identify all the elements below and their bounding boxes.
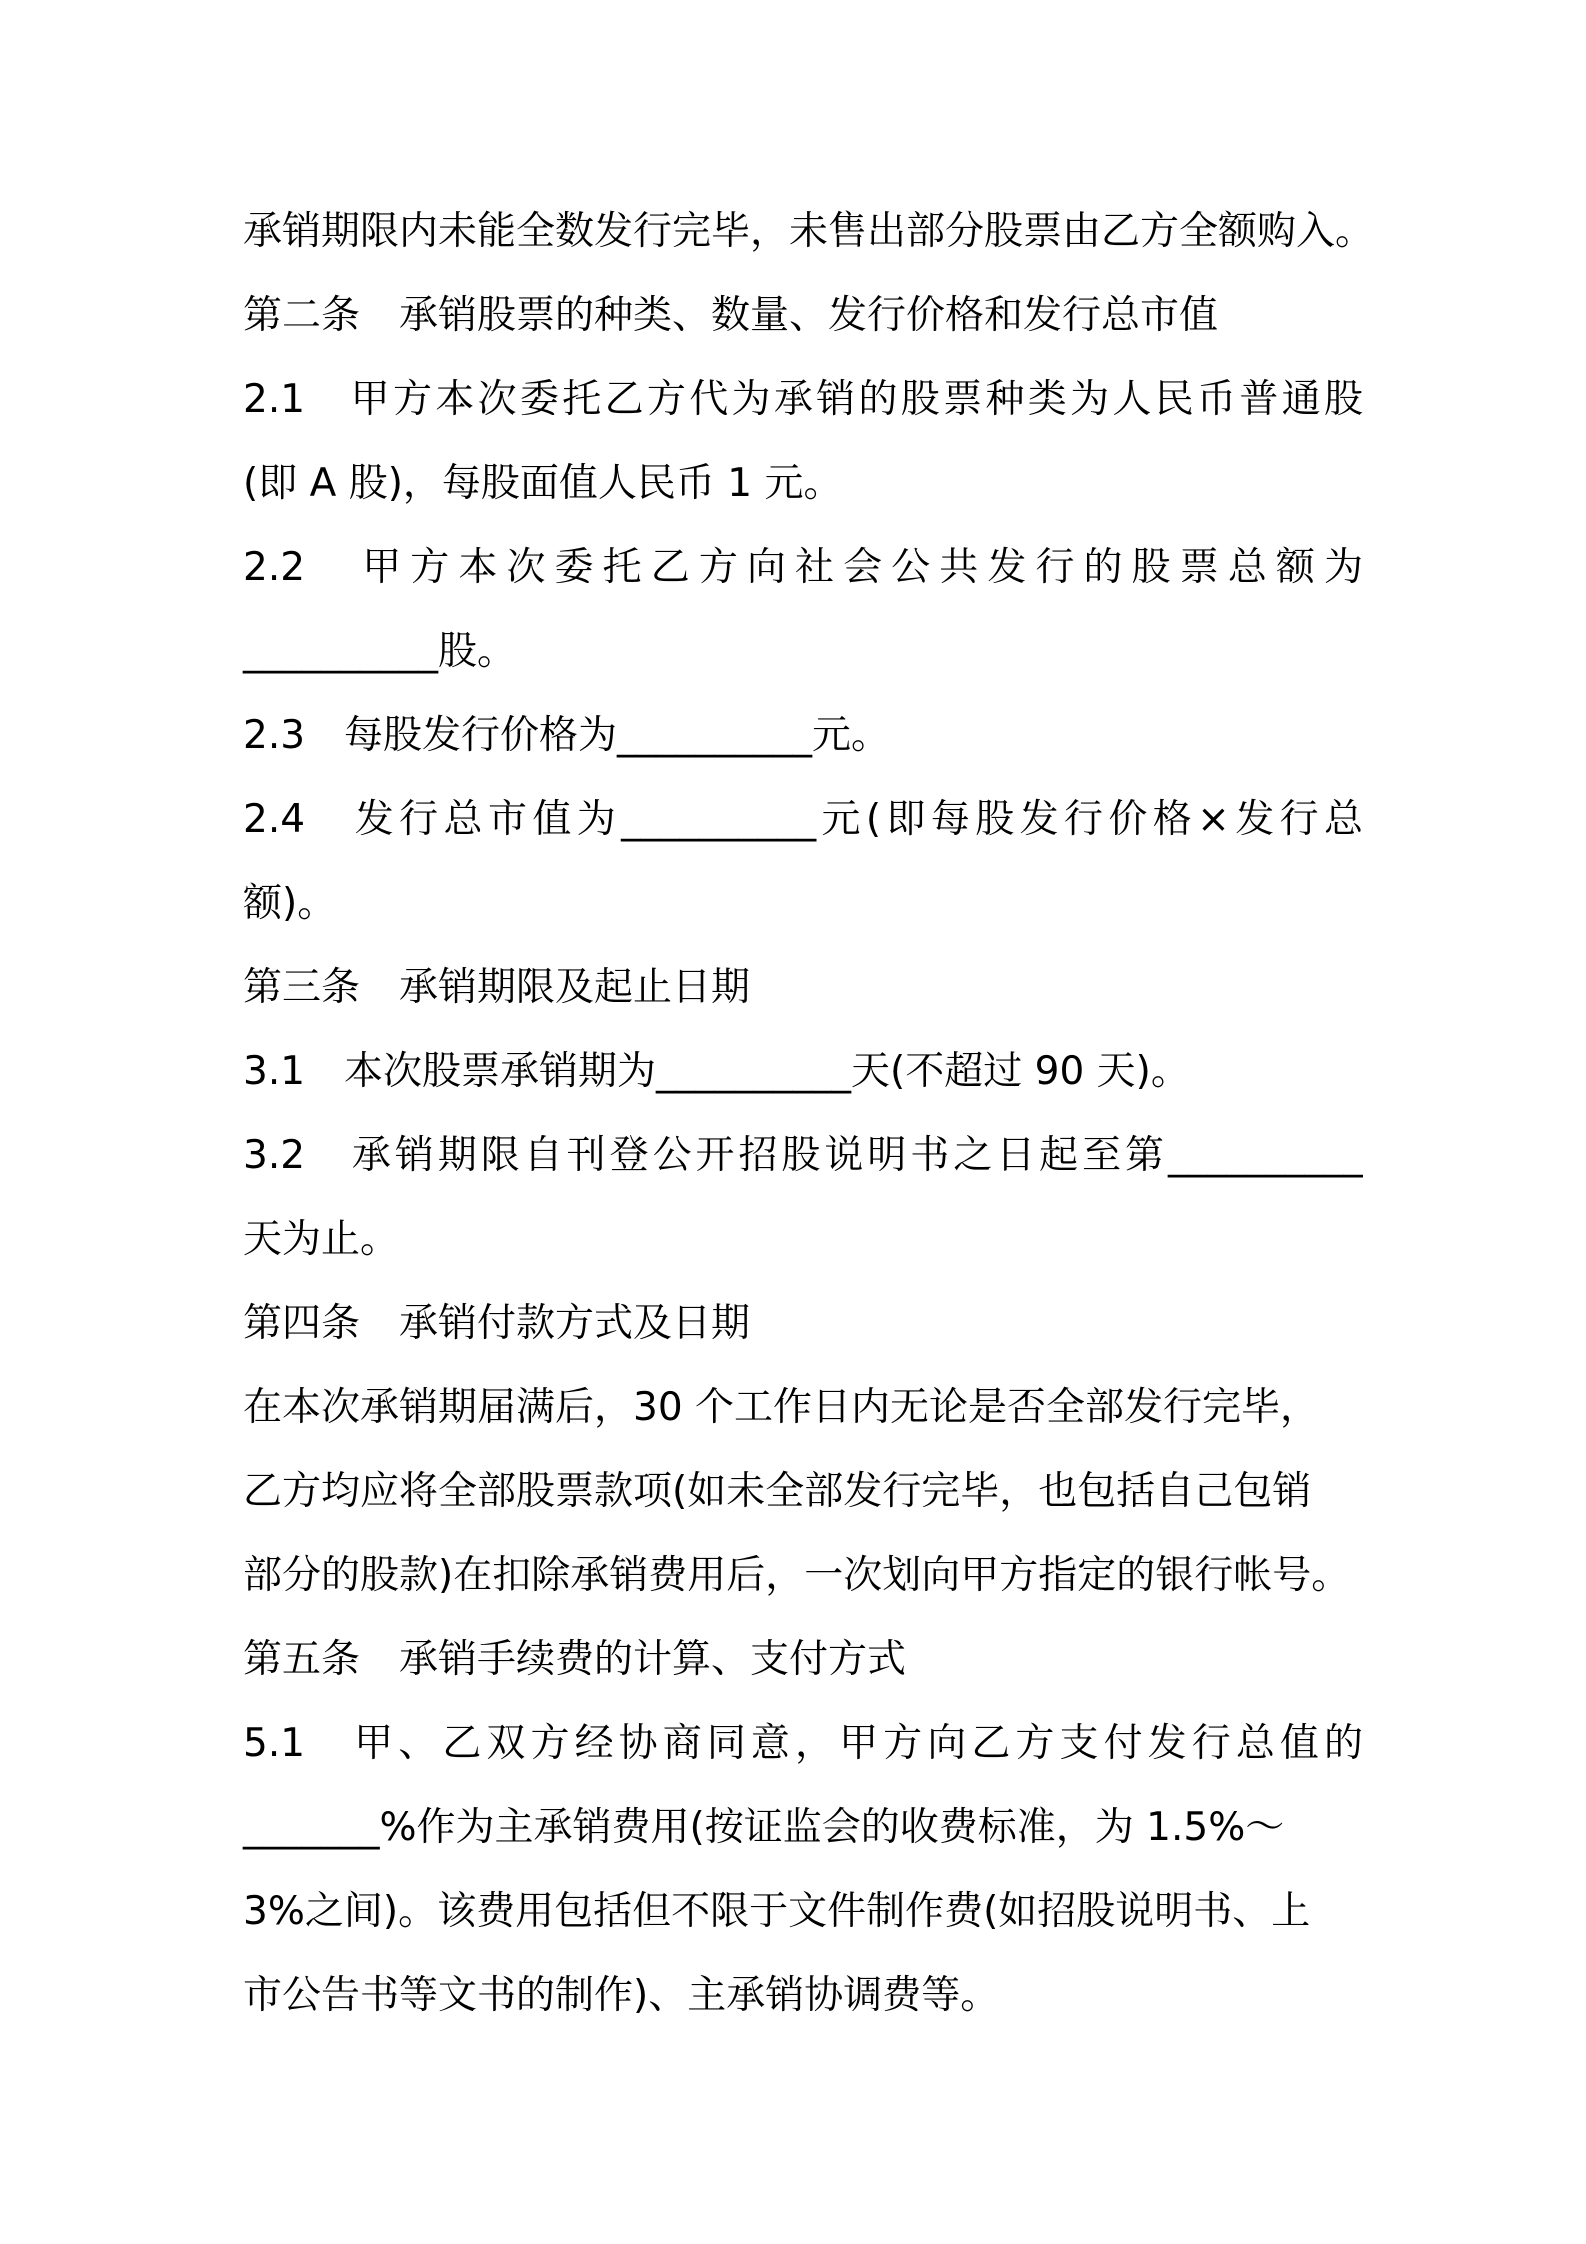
clause-2-1-line: 2.1 甲方本次委托乙方代为承销的股票种类为人民币普通股 xyxy=(243,377,1363,422)
clause-2-2-line: __________股。 xyxy=(243,629,517,674)
article-2-heading: 第二条 承销股票的种类、数量、发行价格和发行总市值 xyxy=(243,293,1219,338)
article-3-heading: 第三条 承销期限及起止日期 xyxy=(243,965,751,1010)
clause-2-4-line: 2.4 发行总市值为__________元(即每股发行价格×发行总 xyxy=(243,797,1363,842)
clause-3-2-line: 天为止。 xyxy=(243,1217,400,1262)
article-4-paragraph-line: 部分的股款)在扣除承销费用后，一次划向甲方指定的银行帐号。 xyxy=(243,1553,1351,1598)
article-4-heading: 第四条 承销付款方式及日期 xyxy=(243,1301,751,1346)
article-4-paragraph-line: 乙方均应将全部股票款项(如未全部发行完毕，也包括自己包销 xyxy=(243,1469,1312,1514)
clause-3-1-line: 3.1 本次股票承销期为__________天(不超过 90 天)。 xyxy=(243,1049,1190,1094)
clause-5-1-line: 市公告书等文书的制作)、主承销协调费等。 xyxy=(243,1973,1000,2018)
clause-2-3-line: 2.3 每股发行价格为__________元。 xyxy=(243,713,891,758)
document-body xyxy=(243,190,1375,2038)
article-5-heading: 第五条 承销手续费的计算、支付方式 xyxy=(243,1637,907,1682)
clause-5-1-line: 5.1 甲、乙双方经协商同意，甲方向乙方支付发行总值的 xyxy=(243,1721,1363,1766)
clause-3-2-line: 3.2 承销期限自刊登公开招股说明书之日起至第__________ xyxy=(243,1133,1363,1178)
clause-2-1-line: (即 A 股)，每股面值人民币 1 元。 xyxy=(243,461,843,506)
clause-2-4-line: 额)。 xyxy=(243,881,337,926)
article-4-paragraph-line: 在本次承销期届满后，30 个工作日内无论是否全部发行完毕， xyxy=(243,1385,1320,1430)
clause-5-1-line: _______%作为主承销费用(按证监会的收费标准，为 1.5%～ xyxy=(243,1805,1285,1850)
paragraph-line: 承销期限内未能全数发行完毕，未售出部分股票由乙方全额购入。 xyxy=(243,209,1375,254)
clause-2-2-line: 2.2 甲方本次委托乙方向社会公共发行的股票总额为 xyxy=(243,545,1363,590)
clause-5-1-line: 3%之间)。该费用包括但不限于文件制作费(如招股说明书、上 xyxy=(243,1889,1311,1934)
